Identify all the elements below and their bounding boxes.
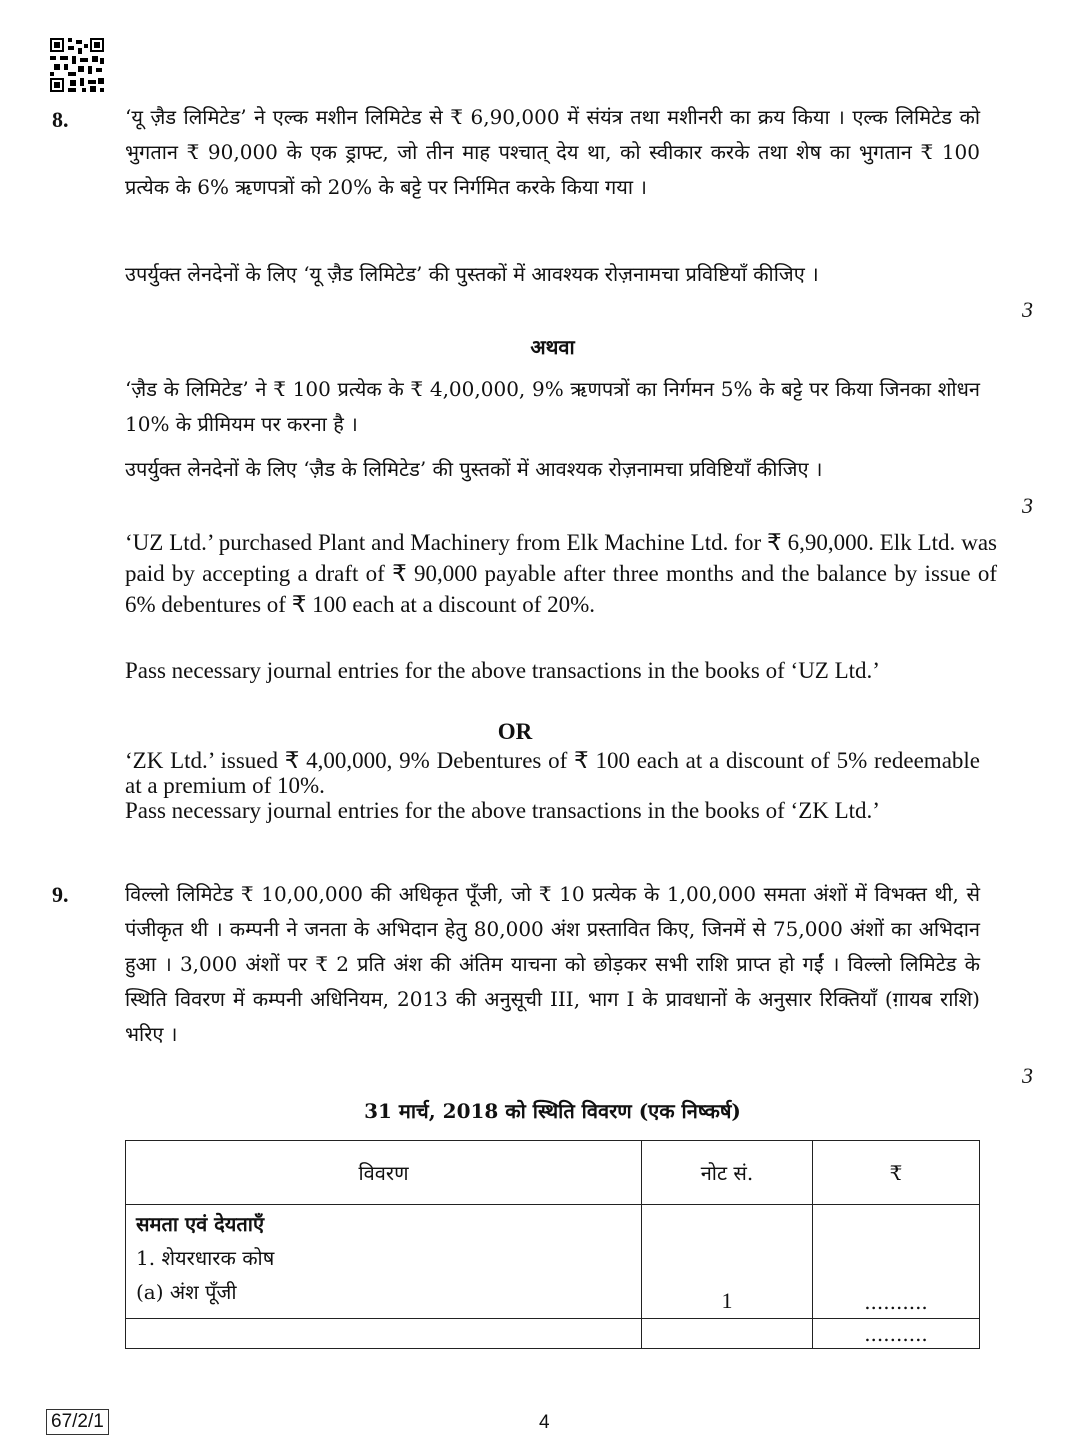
column-header-amount: ₹ [813,1141,980,1205]
q8-alt-marks: 3 [1022,493,1033,518]
table-row [126,1319,980,1349]
total-amount-blank: .......... [813,1319,980,1349]
q8-english-instruction: Pass necessary journal entries for the above transactions in the books of ‘UZ Ltd.’ [125,658,880,683]
question-number: 8. [52,107,69,132]
q8-english-alt-statement: ‘ZK Ltd.’ issued ₹ 4,00,000, 9% Debentures of ₹ 100 each at a discount of 5% redeemable at a premium of 10%. [125,748,980,798]
q8-english-alt-instruction: Pass necessary journal entries for the above transactions in the books of ‘ZK Ltd.’ [125,798,880,823]
share-capital-label: (a) अंश पूँजी [136,1280,237,1304]
q8-hindi-instruction: उपर्युक्त लेनदेनों के लिए ‘यू ज़ैड लिमिटेड’ की पुस्तकों में आवश्यक रोज़नामचा प्रविष्टियाँ कीजिए । [125,262,819,286]
qr-code [50,38,104,92]
q8-hindi-statement: ‘यू ज़ैड लिमिटेड’ ने एल्क मशीन लिमिटेड से ₹ 6,90,000 में संयंत्र तथा मशीनरी का क्रय किया । एल्क लिमिटेड को भुगतान ₹ 90,000 के एक ड्राफ्ट, जो तीन माह पश्चात् देय था, को स्वीकार करके तथा शेष का भुगतान ₹ 100 प्रत्येक के 6% ऋणपत्रों को 20% के बट्टे पर निर्गमित करके किया गया । [125,105,980,199]
q9-hindi-statement: विल्लो लिमिटेड ₹ 10,00,000 की अधिकृत पूँजी, जो ₹ 10 प्रत्येक के 1,00,000 समता अंशों में विभक्त थी, से पंजीकृत थी । कम्पनी ने जनता के अभिदान हेतु 80,000 अंश प्रस्तावित किए, जिनमें से 75,000 अंशों का अभिदान हुआ । 3,000 अंशों पर ₹ 2 प्रति अंश की अंतिम याचना को छोड़कर सभी राशि प्राप्त हो गईं । विल्लो लिमिटेड के स्थिति विवरण में कम्पनी अधिनियम, 2013 की अनुसूची III, भाग I के प्रावधानों के अनुसार रिक्तियाँ (ग़ायब राशि) भरिए । [125,882,980,1046]
or-separator-english: OR [497,719,533,744]
balance-sheet-title: 31 मार्च, 2018 को स्थिति विवरण (एक निष्कर्ष) [364,1099,741,1123]
table-header-row [126,1141,980,1205]
share-capital-amount-blank: .......... [813,1205,980,1319]
question-number: 9. [52,882,69,907]
column-header-particulars: विवरण [126,1141,642,1205]
section-heading: समता एवं देयताएँ [136,1212,265,1236]
q9-marks: 3 [1022,1063,1033,1088]
paper-code: 67/2/1 [46,1409,109,1435]
q8-hindi-alt-instruction: उपर्युक्त लेनदेनों के लिए ‘ज़ैड के लिमिटेड’ की पुस्तकों में आवश्यक रोज़नामचा प्रविष्टियाँ कीजिए । [125,457,823,481]
q8-hindi-alt-statement: ‘ज़ैड के लिमिटेड’ ने ₹ 100 प्रत्येक के ₹ 4,00,000, 9% ऋणपत्रों का निर्गमन 5% के बट्टे पर किया जिनका शोधन 10% के प्रीमियम पर करना है । [125,377,980,436]
note-number: 1 [642,1205,813,1319]
column-header-note-no: नोट सं. [642,1141,813,1205]
page-number: 4 [539,1412,550,1433]
table-row [126,1205,980,1319]
balance-sheet-table [125,1140,980,1349]
q8-english-statement: ‘UZ Ltd.’ purchased Plant and Machinery from Elk Machine Ltd. for ₹ 6,90,000. Elk Ltd. was paid by accepting a draft of ₹ 90,000 payable after three months and the balance by issue of 6% debentures of ₹ 100 each at a discount of 20%. [125,530,997,617]
shareholders-funds-label: 1. शेयरधारक कोष [136,1246,275,1270]
or-separator-hindi: अथवा [530,335,575,359]
q8-marks: 3 [1022,297,1033,322]
